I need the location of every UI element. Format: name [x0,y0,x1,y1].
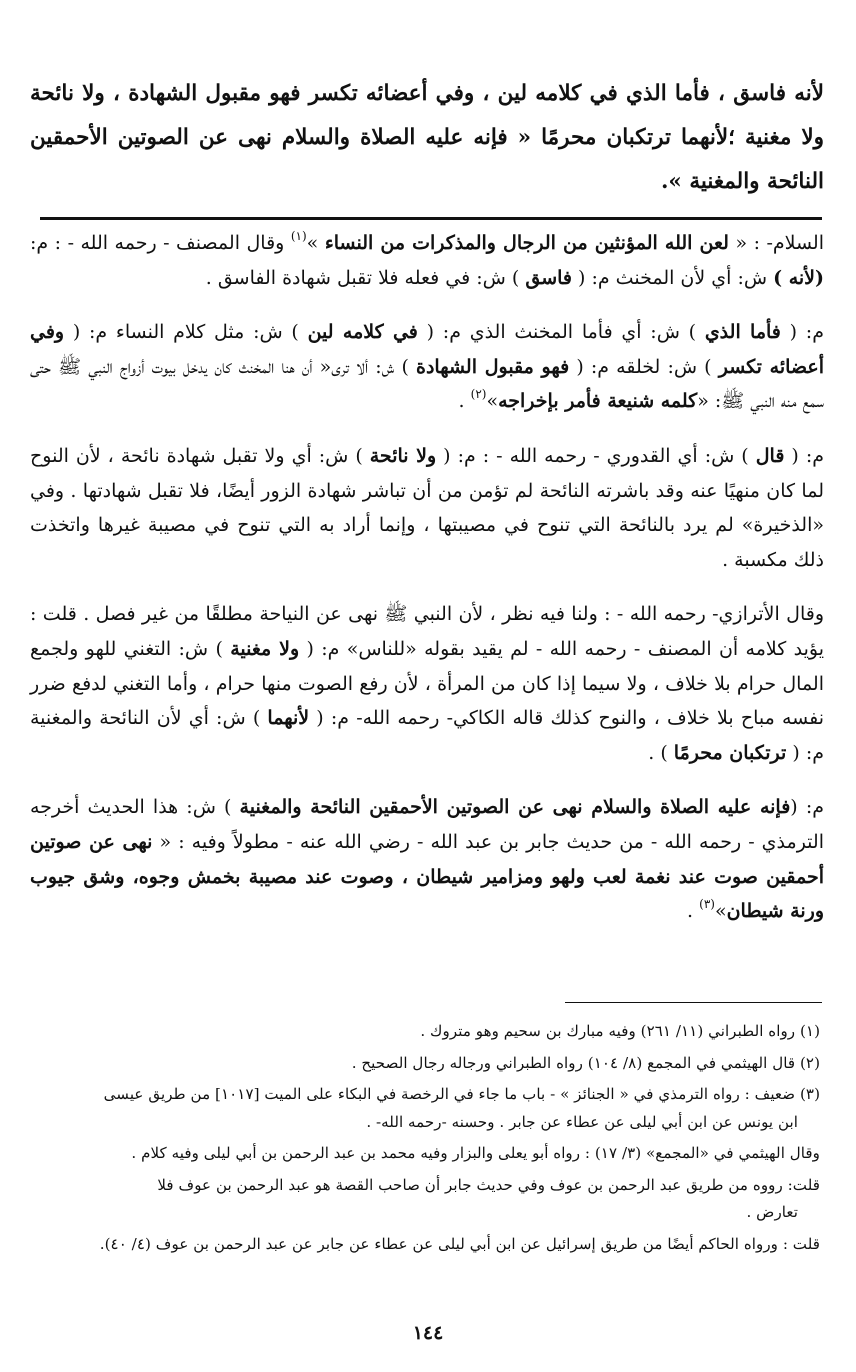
commentary-paragraph-1: السلام- : « لعن الله المؤنثين من الرجال والمذكرات من النساء »$^{(١)}$ وقال المصنف - رحمه الله - : م: (لأنه ) ش: أي لأن المخنث م: ( فاسق ) ش: في فعله فلا تقبل شهادة الفاسق . [30,229,825,289]
footnote-ref-2: (٢) [470,387,487,402]
footnote-1: (١) رواه الطبراني (١١/ ٢٦١) وفيه مبارك بن سحيم وهو متروك . [420,1022,820,1040]
footnote-5: قلت: رووه من طريق عبد الرحمن بن عوف وفي حديث جابر أن صاحب القصة هو عبد الرحمن بن عوف فلا تعارض . [157,1175,820,1221]
commentary-paragraph-3: م: ( قال ) ش: أي القدوري - رحمه الله - : م: ( ولا نائحة ) ش: أي ولا تقبل شهادة نائحة ، لأن النوح لما كان منهيًا عنه وقد باشرته النائحة لم تؤمن من أن تباشر شهادة الزور أيضًا، فلا تقبل شهادتها . وفي «الذخيرة» لم يرد بالنائحة التي تنوح في مصيبتها ، وإنما أراد به التي تنوح في مصيبة غيرها واتخذت ذلك مكسبة . [30,444,824,571]
footnote-ref-1: (١) [290,229,307,243]
commentary-paragraph-2: م: ( فأما الذي ) ش: أي فأما المخنث الذي م: ( في كلامه لين ) ش: مثل كلام النساء م: ( وفي أعضائه تكسر ) ش: لخلقه م: ( فهو مقبول الشهادة ) ش: ألا ترى« أن هنا المخنث كان يدخل بيوت أزواج النبي ﷺ حتى سمع منه النبي ﷺ: «كلمه شنيعة فأمر بإخراجه»$^{(٢)}$ . [30,321,824,413]
footnote-4: وقال الهيثمي في «المجمع» (٣/ ١٧) : رواه أبو يعلى والبزار وفيه محمد بن عبد الرحمن بن أبي ليلى وفيه كلام . [131,1144,820,1162]
main-divider [40,217,822,220]
footnote-divider [565,1002,822,1003]
commentary-paragraph-5: م: (فإنه عليه الصلاة والسلام نهى عن الصوتين الأحمقين النائحة والمغنية ) ش: هذا الحديث أخرجه الترمذي - رحمه الله - من حديث جابر بن عبد الله - رضي الله عنه - مطولاً وفيه : « نهى عن صوتين أحمقين صوت عند نغمة لعب ولهو ومزامير شيطان ، وصوت عند مصيبة بخمش وجوه، وشق جيوب ورنة شيطان»$^{(٣)}$ . [30,796,824,923]
footnote-ref-3: (٣) [699,897,715,912]
footnote-6: قلت : ورواه الحاكم أيضًا من طريق إسرائيل عن ابن أبي ليلى عن عطاء عن جابر عن عبد الرحمن بن عوف (٤/ ٤٠). [99,1234,820,1253]
footnotes [34,1018,820,1262]
commentary [30,226,824,929]
page-number: ١٤٤ [412,1322,444,1344]
matn-text: لأنه فاسق ، فأما الذي في كلامه لين ، وفي أعضائه تكسر فهو مقبول الشهادة ، ولا نائحة ولا مغنية ؛لأنهما ترتكبان محرمًا « فإنه عليه الصلاة والسلام نهى عن الصوتين الأحمقين النائحة والمغنية ». [30,81,824,194]
footnote-2: (٢) قال الهيثمي في المجمع (٨/ ١٠٤) رواه الطبراني ورجاله رجال الصحيح . [351,1053,820,1072]
commentary-paragraph-4: وقال الأترازي- رحمه الله - : ولنا فيه نظر ، لأن النبي ﷺ نهى عن النياحة مطلقًا من غير فصل . قلت : يؤيد كلامه أن المصنف - رحمه الله - لم يقيد بقوله «للناس» م: ( ولا مغنية ) ش: التغني للهو ولجمع المال حرام بلا خلاف ، ولا سيما إذا كان من المرأة ، لأن رفع الصوت منها حرام ، وأما التغني لدفع ضرر نفسه مباح بلا خلاف ، والنوح كذلك قاله الكاكي- رحمه الله- م: ( لأنهما ) ش: أي لأن النائحة والمغنية م: ( ترتكبان محرمًا ) . [30,603,824,764]
footnote-3: (٣) ضعيف : رواه الترمذي في « الجنائز » - باب ما جاء في الرخصة في البكاء على الميت [١٠١٧] من طريق عيسى ابن يونس عن ابن أبي ليلى عن عطاء عن جابر . وحسنه -رحمه الله- . [103,1085,820,1131]
